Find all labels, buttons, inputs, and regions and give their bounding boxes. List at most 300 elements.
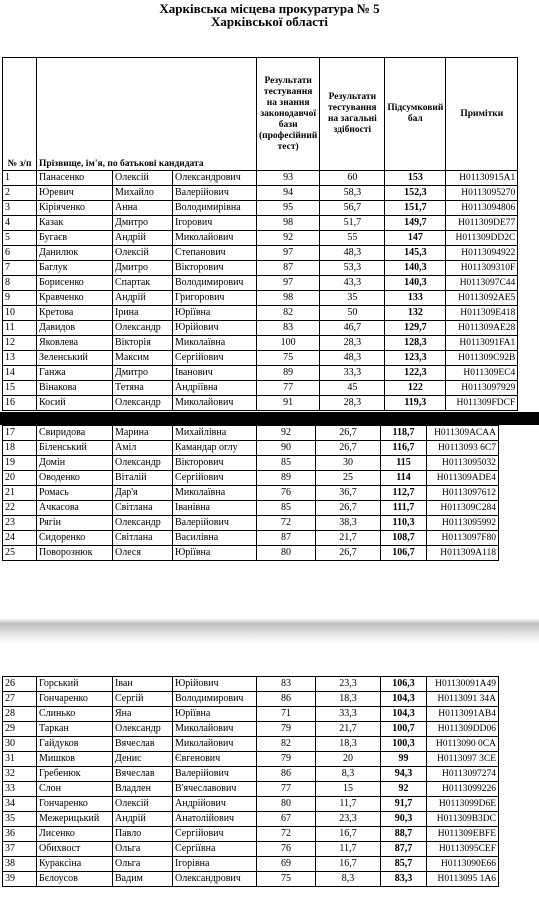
surname: Баглук: [37, 261, 113, 276]
total-score: 100,7: [381, 722, 427, 737]
total-score: 106,7: [381, 546, 427, 561]
patronymic: В'ячеславович: [173, 782, 257, 797]
professional-test-score: 92: [257, 426, 316, 441]
surname: Давидов: [37, 321, 113, 336]
row-number: 33: [3, 782, 37, 797]
general-ability-score: 55: [320, 231, 385, 246]
total-score: 149,7: [385, 216, 446, 231]
professional-test-score: 94: [257, 186, 320, 201]
professional-test-score: 93: [257, 171, 320, 186]
table-row: [3, 752, 499, 767]
professional-test-score: 85: [257, 501, 316, 516]
professional-test-score: 77: [257, 782, 316, 797]
general-ability-score: 43,3: [320, 276, 385, 291]
row-number: 6: [3, 246, 37, 261]
table-row: [3, 692, 499, 707]
table-row: [3, 186, 518, 201]
row-number: 35: [3, 812, 37, 827]
table-row: [3, 366, 518, 381]
first-name: Олександр: [113, 722, 173, 737]
total-score: 145,3: [385, 246, 446, 261]
first-name: Марина: [113, 426, 173, 441]
patronymic: Юріївна: [173, 546, 257, 561]
row-number: 4: [3, 216, 37, 231]
professional-test-score: 79: [257, 752, 316, 767]
surname: Зеленський: [37, 351, 113, 366]
surname: Свиридова: [37, 426, 113, 441]
general-ability-score: 36,7: [316, 486, 381, 501]
row-number: 15: [3, 381, 37, 396]
patronymic: Володимирович: [173, 276, 257, 291]
surname: Панасенко: [37, 171, 113, 186]
patronymic: Миколаївна: [173, 336, 257, 351]
first-name: Владлен: [113, 782, 173, 797]
surname: Казак: [37, 216, 113, 231]
table-row: [3, 441, 499, 456]
general-ability-score: 58,3: [320, 186, 385, 201]
first-name: Андрій: [113, 291, 173, 306]
table-row: [3, 291, 518, 306]
surname: Борисенко: [37, 276, 113, 291]
row-number: 9: [3, 291, 37, 306]
table-row: [3, 336, 518, 351]
general-ability-score: 26,7: [316, 501, 381, 516]
general-ability-score: 46,7: [320, 321, 385, 336]
table-row: [3, 276, 518, 291]
row-number: 30: [3, 737, 37, 752]
header-r2: Результати тестування на загальні здібності: [320, 58, 385, 171]
surname: Кравченко: [37, 291, 113, 306]
patronymic: Миколаївна: [173, 486, 257, 501]
patronymic: Вікторович: [173, 456, 257, 471]
general-ability-score: 21,7: [316, 531, 381, 546]
professional-test-score: 71: [257, 707, 316, 722]
total-score: 132: [385, 306, 446, 321]
surname: Гайдуков: [37, 737, 113, 752]
table-row: [3, 767, 499, 782]
first-name: Тетяна: [113, 381, 173, 396]
row-number: 29: [3, 722, 37, 737]
row-number: 25: [3, 546, 37, 561]
surname: Косий: [37, 396, 113, 411]
table-row: [3, 171, 518, 186]
row-number: 34: [3, 797, 37, 812]
patronymic: Іванович: [173, 366, 257, 381]
general-ability-score: 21,7: [316, 722, 381, 737]
general-ability-score: 28,3: [320, 396, 385, 411]
first-name: Олександр: [113, 321, 173, 336]
row-number: 21: [3, 486, 37, 501]
table-row: [3, 231, 518, 246]
row-number: 19: [3, 456, 37, 471]
general-ability-score: 28,3: [320, 336, 385, 351]
table-row: [3, 471, 499, 486]
surname: Бугаєв: [37, 231, 113, 246]
general-ability-score: 18,3: [316, 692, 381, 707]
professional-test-score: 92: [257, 231, 320, 246]
total-score: 140,3: [385, 261, 446, 276]
note-code: Н0113095032: [427, 456, 499, 471]
professional-test-score: 77: [257, 381, 320, 396]
total-score: 151,7: [385, 201, 446, 216]
professional-test-score: 87: [257, 261, 320, 276]
table-row: [3, 546, 499, 561]
total-score: 118,7: [381, 426, 427, 441]
first-name: Анна: [113, 201, 173, 216]
patronymic: Василівна: [173, 531, 257, 546]
table-row: [3, 396, 518, 411]
note-code: Н0113093 6C7: [427, 441, 499, 456]
table-row: [3, 827, 499, 842]
total-score: 140,3: [385, 276, 446, 291]
note-code: Н011309C92B: [446, 351, 518, 366]
page-subtitle: Харківської області: [211, 14, 328, 29]
professional-test-score: 95: [257, 201, 320, 216]
row-number: 26: [3, 677, 37, 692]
professional-test-score: 72: [257, 827, 316, 842]
total-score: 87,7: [381, 842, 427, 857]
first-name: Михайло: [113, 186, 173, 201]
table-row: [3, 381, 518, 396]
total-score: 115: [381, 456, 427, 471]
total-score: 119,3: [385, 396, 446, 411]
general-ability-score: 51,7: [320, 216, 385, 231]
row-number: 8: [3, 276, 37, 291]
patronymic: Михайлівна: [173, 426, 257, 441]
total-score: 122: [385, 381, 446, 396]
patronymic: Андріївна: [173, 381, 257, 396]
row-number: 20: [3, 471, 37, 486]
note-code: Н0113095270: [446, 186, 518, 201]
note-code: Н01130091A49: [427, 677, 499, 692]
general-ability-score: 60: [320, 171, 385, 186]
row-number: 1: [3, 171, 37, 186]
note-code: Н011309DD06: [427, 722, 499, 737]
professional-test-score: 76: [257, 486, 316, 501]
first-name: Дмитро: [113, 216, 173, 231]
surname: Гончаренко: [37, 797, 113, 812]
patronymic: Юрійович: [173, 321, 257, 336]
table-row: [3, 797, 499, 812]
first-name: Яна: [113, 707, 173, 722]
note-code: Н011309EBFE: [427, 827, 499, 842]
first-name: Олеся: [113, 546, 173, 561]
first-name: Олексій: [113, 797, 173, 812]
patronymic: Сергійович: [173, 827, 257, 842]
note-code: Н011309AE28: [446, 321, 518, 336]
note-code: Н0113091FA1: [446, 336, 518, 351]
row-number: 37: [3, 842, 37, 857]
general-ability-score: 11,7: [316, 842, 381, 857]
note-code: Н0113091AB4: [427, 707, 499, 722]
row-number: 22: [3, 501, 37, 516]
row-number: 38: [3, 857, 37, 872]
table-row: [3, 707, 499, 722]
patronymic: Євгенович: [173, 752, 257, 767]
professional-test-score: 100: [257, 336, 320, 351]
surname: Ромась: [37, 486, 113, 501]
professional-test-score: 75: [257, 872, 316, 887]
note-code: Н0113097612: [427, 486, 499, 501]
total-score: 90,3: [381, 812, 427, 827]
first-name: Вячеслав: [113, 737, 173, 752]
total-score: 129,7: [385, 321, 446, 336]
surname: Обихвост: [37, 842, 113, 857]
surname: Мишков: [37, 752, 113, 767]
general-ability-score: 53,3: [320, 261, 385, 276]
row-number: 28: [3, 707, 37, 722]
note-code: Н0113097274: [427, 767, 499, 782]
note-code: Н0113095CEF: [427, 842, 499, 857]
professional-test-score: 97: [257, 246, 320, 261]
first-name: Олександр: [113, 456, 173, 471]
row-number: 2: [3, 186, 37, 201]
row-number: 24: [3, 531, 37, 546]
note-code: Н0113099D6E: [427, 797, 499, 812]
note-code: Н0113094922: [446, 246, 518, 261]
general-ability-score: 25: [316, 471, 381, 486]
results-table-part2: [2, 425, 499, 561]
professional-test-score: 98: [257, 216, 320, 231]
first-name: Максим: [113, 351, 173, 366]
surname: Бєлоусов: [37, 872, 113, 887]
results-table-part1: [2, 57, 518, 411]
patronymic: Андрійович: [173, 797, 257, 812]
professional-test-score: 85: [257, 456, 316, 471]
first-name: Дар'я: [113, 486, 173, 501]
professional-test-score: 87: [257, 531, 316, 546]
note-code: Н0113097F80: [427, 531, 499, 546]
surname: Гребенюк: [37, 767, 113, 782]
note-code: Н0113090E66: [427, 857, 499, 872]
note-code: Н011309ADE4: [427, 471, 499, 486]
professional-test-score: 83: [257, 677, 316, 692]
row-number: 7: [3, 261, 37, 276]
table-row: [3, 531, 499, 546]
row-number: 3: [3, 201, 37, 216]
surname: Таркан: [37, 722, 113, 737]
total-score: 94,3: [381, 767, 427, 782]
table-row: [3, 722, 499, 737]
general-ability-score: 48,3: [320, 246, 385, 261]
first-name: Спартак: [113, 276, 173, 291]
total-score: 108,7: [381, 531, 427, 546]
general-ability-score: 8,3: [316, 872, 381, 887]
table-row: [3, 737, 499, 752]
total-score: 110,3: [381, 516, 427, 531]
header-num: № з/п: [3, 58, 37, 171]
first-name: Ольга: [113, 842, 173, 857]
row-number: 32: [3, 767, 37, 782]
first-name: Дмитро: [113, 366, 173, 381]
patronymic: Іванівна: [173, 501, 257, 516]
first-name: Аміл: [113, 441, 173, 456]
surname: Кретова: [37, 306, 113, 321]
total-score: 153: [385, 171, 446, 186]
professional-test-score: 76: [257, 842, 316, 857]
table-row: [3, 321, 518, 336]
general-ability-score: 18,3: [316, 737, 381, 752]
surname: Оводенко: [37, 471, 113, 486]
general-ability-score: 50: [320, 306, 385, 321]
row-number: 13: [3, 351, 37, 366]
note-code: Н011309E418: [446, 306, 518, 321]
professional-test-score: 82: [257, 306, 320, 321]
row-number: 39: [3, 872, 37, 887]
first-name: Іван: [113, 677, 173, 692]
note-code: Н0113092AE5: [446, 291, 518, 306]
professional-test-score: 91: [257, 396, 320, 411]
header-r1: Результати тестування на знання законодавчої бази (професійний тест): [257, 58, 320, 171]
professional-test-score: 75: [257, 351, 320, 366]
note-code: Н0113095 1A6: [427, 872, 499, 887]
table-row: [3, 246, 518, 261]
note-code: Н011309310F: [446, 261, 518, 276]
surname: Лисенко: [37, 827, 113, 842]
first-name: Світлана: [113, 531, 173, 546]
professional-test-score: 90: [257, 441, 316, 456]
surname: Слинько: [37, 707, 113, 722]
general-ability-score: 23,3: [316, 677, 381, 692]
first-name: Віталій: [113, 471, 173, 486]
total-score: 152,3: [385, 186, 446, 201]
surname: Данилюк: [37, 246, 113, 261]
general-ability-score: 33,3: [320, 366, 385, 381]
surname: Гончаренко: [37, 692, 113, 707]
first-name: Вячеслав: [113, 767, 173, 782]
general-ability-score: 16,7: [316, 857, 381, 872]
patronymic: Володимирівна: [173, 201, 257, 216]
surname: Рягін: [37, 516, 113, 531]
table-row: [3, 261, 518, 276]
patronymic: Юріївна: [173, 707, 257, 722]
patronymic: Сергійович: [173, 471, 257, 486]
patronymic: Олександрович: [173, 171, 257, 186]
professional-test-score: 82: [257, 737, 316, 752]
patronymic: Валерійович: [173, 516, 257, 531]
first-name: Вадим: [113, 872, 173, 887]
row-number: 17: [3, 426, 37, 441]
header-note: Примітки: [446, 58, 518, 171]
professional-test-score: 89: [257, 366, 320, 381]
total-score: 104,3: [381, 707, 427, 722]
total-score: 106,3: [381, 677, 427, 692]
row-number: 11: [3, 321, 37, 336]
professional-test-score: 67: [257, 812, 316, 827]
professional-test-score: 80: [257, 797, 316, 812]
note-code: Н0113097C44: [446, 276, 518, 291]
header-total: Підсумковий бал: [385, 58, 446, 171]
note-code: Н01130915А1: [446, 171, 518, 186]
total-score: 112,7: [381, 486, 427, 501]
row-number: 5: [3, 231, 37, 246]
general-ability-score: 38,3: [316, 516, 381, 531]
first-name: Олександр: [113, 396, 173, 411]
surname: Горський: [37, 677, 113, 692]
note-code: Н0113095992: [427, 516, 499, 531]
surname: Кіріяченко: [37, 201, 113, 216]
general-ability-score: 23,3: [316, 812, 381, 827]
patronymic: Миколайович: [173, 737, 257, 752]
total-score: 133: [385, 291, 446, 306]
patronymic: Юрійович: [173, 677, 257, 692]
patronymic: Ігорівна: [173, 857, 257, 872]
row-number: 10: [3, 306, 37, 321]
patronymic: Григорович: [173, 291, 257, 306]
patronymic: Валерійович: [173, 767, 257, 782]
surname: Сидоренко: [37, 531, 113, 546]
first-name: Олексій: [113, 171, 173, 186]
row-number: 16: [3, 396, 37, 411]
professional-test-score: 69: [257, 857, 316, 872]
table-row: [3, 842, 499, 857]
note-code: Н011309B3DC: [427, 812, 499, 827]
surname: Біленський: [37, 441, 113, 456]
first-name: Андрій: [113, 812, 173, 827]
professional-test-score: 80: [257, 546, 316, 561]
total-score: 99: [381, 752, 427, 767]
row-number: 18: [3, 441, 37, 456]
general-ability-score: 20: [316, 752, 381, 767]
header-name: Прізвище, ім'я, по батькові кандидата: [37, 58, 257, 171]
note-code: Н0113097929: [446, 381, 518, 396]
total-score: 92: [381, 782, 427, 797]
professional-test-score: 79: [257, 722, 316, 737]
first-name: Вікторія: [113, 336, 173, 351]
surname: Ганжа: [37, 366, 113, 381]
page-title: Харківська місцева прокуратура № 5: [159, 1, 380, 16]
first-name: Олексій: [113, 246, 173, 261]
first-name: Олександр: [113, 516, 173, 531]
surname: Вінакова: [37, 381, 113, 396]
results-table-part3: [2, 676, 499, 887]
general-ability-score: 33,3: [316, 707, 381, 722]
patronymic: Миколайович: [173, 722, 257, 737]
table-row: [3, 201, 518, 216]
first-name: Світлана: [113, 501, 173, 516]
surname: Ачкасова: [37, 501, 113, 516]
note-code: Н011309DD2C: [446, 231, 518, 246]
note-code: Н011309DE77: [446, 216, 518, 231]
table-row: [3, 677, 499, 692]
first-name: Андрій: [113, 231, 173, 246]
table-row: [3, 306, 518, 321]
patronymic: Олександрович: [173, 872, 257, 887]
row-number: 27: [3, 692, 37, 707]
patronymic: Камандар оглу: [173, 441, 257, 456]
table-row: [3, 426, 499, 441]
black-divider: [0, 412, 539, 425]
page-break: [0, 574, 539, 669]
general-ability-score: 26,7: [316, 426, 381, 441]
first-name: Ірина: [113, 306, 173, 321]
total-score: 88,7: [381, 827, 427, 842]
note-code: Н0113094806: [446, 201, 518, 216]
table-row: [3, 216, 518, 231]
note-code: Н011309FDCF: [446, 396, 518, 411]
surname: Межерицький: [37, 812, 113, 827]
note-code: Н0113090 0CA: [427, 737, 499, 752]
patronymic: Вікторович: [173, 261, 257, 276]
total-score: 116,7: [381, 441, 427, 456]
first-name: Денис: [113, 752, 173, 767]
professional-test-score: 72: [257, 516, 316, 531]
professional-test-score: 86: [257, 767, 316, 782]
note-code: Н011309EC4: [446, 366, 518, 381]
patronymic: Юріївна: [173, 306, 257, 321]
table-row: [3, 351, 518, 366]
total-score: 104,3: [381, 692, 427, 707]
